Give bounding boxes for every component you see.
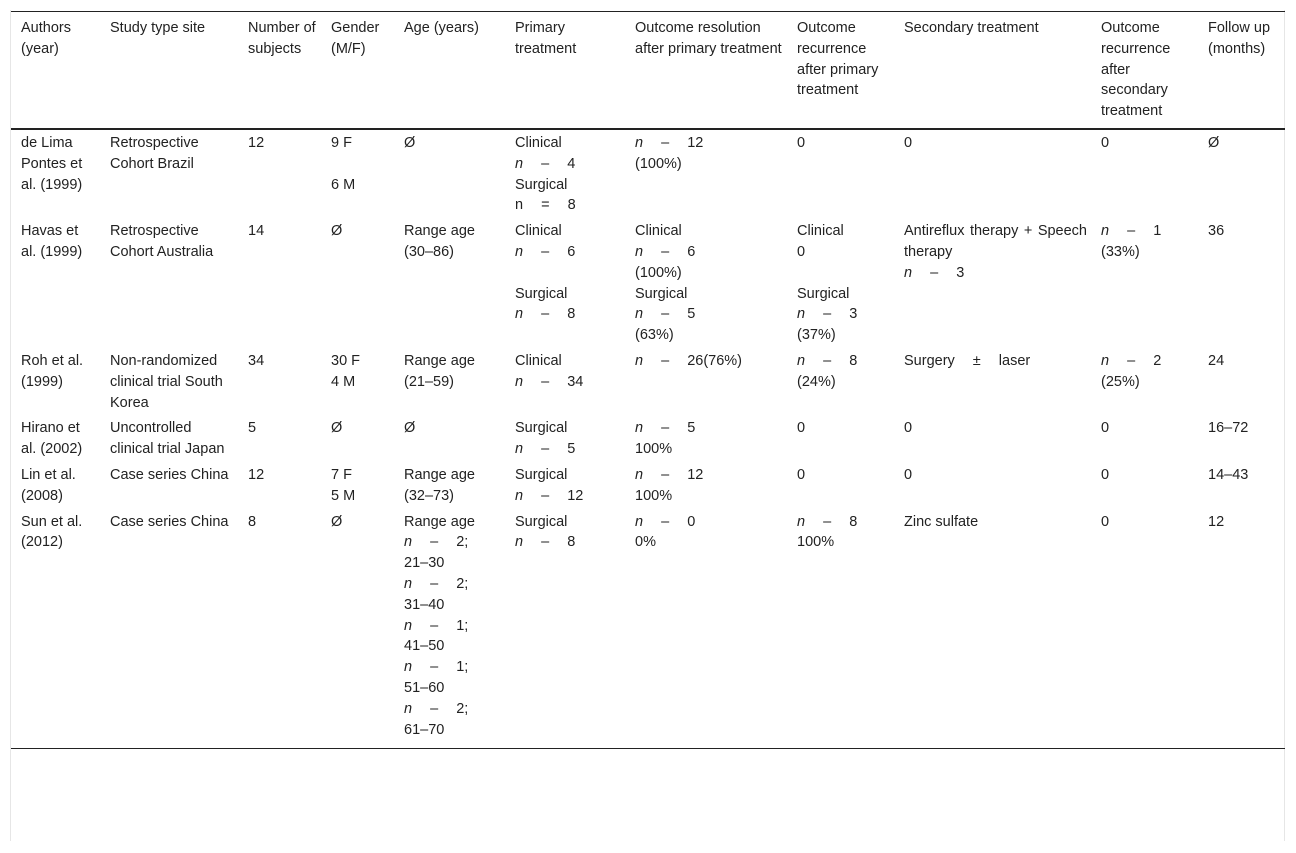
n-symbol: n [635, 352, 644, 369]
cell-recurrence-primary [787, 218, 894, 348]
cell-gender: Ø [331, 513, 343, 530]
gender-female: 30 F [331, 352, 361, 369]
n-symbol: n [515, 155, 524, 172]
cell-primary [505, 348, 625, 415]
n-symbol: n [904, 264, 913, 281]
secondary-text: Antireflux therapy + Speech therapy [904, 223, 1087, 260]
cell-age: Ø [404, 420, 416, 437]
cell-recurrence-primary: 0 [797, 134, 806, 151]
study-table [11, 11, 1285, 749]
cell-secondary: Zinc sulfate [904, 513, 979, 530]
cell-resolution [625, 415, 787, 462]
cell-age: Range age (30–86) [404, 223, 475, 260]
resolution-count: – 5 [661, 306, 696, 323]
n-symbol: n [515, 243, 524, 260]
recurrence-count: 0 [797, 243, 806, 260]
cell-resolution [625, 348, 787, 415]
secondary-count: – 3 [930, 264, 965, 281]
cell-study: Case series China [110, 513, 229, 530]
cell-primary [505, 509, 625, 749]
n-symbol: n [404, 575, 413, 592]
cell-gender [321, 348, 394, 415]
cell-subjects: 5 [248, 420, 257, 437]
n-symbol: n [515, 306, 524, 323]
primary-type: Surgical [515, 176, 568, 193]
cell-recurrence-primary [787, 509, 894, 749]
header-authors: Authors (year) [21, 20, 71, 57]
cell-subjects: 12 [248, 134, 265, 151]
recurrence-count: – 3 [823, 306, 858, 323]
cell-resolution [625, 218, 787, 348]
cell-study: Non-randomized clinical trial South Korea [110, 352, 223, 411]
cell-secondary: Surgery ± laser [904, 352, 1031, 369]
header-gender: Gender (M/F) [331, 20, 380, 57]
recurrence-percent: 100% [797, 534, 835, 551]
gender-female: 7 F [331, 466, 352, 483]
primary-count: – 6 [541, 243, 576, 260]
cell-primary [505, 462, 625, 509]
cell-recurrence-secondary [1091, 218, 1198, 348]
recurrence-secondary-percent: (33%) [1101, 243, 1140, 260]
cell-authors: Roh et al. (1999) [21, 352, 84, 390]
resolution-percent: 100% [635, 441, 673, 458]
n-symbol: n [635, 466, 644, 483]
primary-count: – 8 [541, 306, 576, 323]
table-row [11, 218, 1285, 348]
cell-secondary [894, 218, 1091, 348]
age-group: – 2; 61–70 [404, 700, 469, 738]
header-study: Study type site [110, 20, 206, 36]
recurrence-secondary-count: – 2 [1127, 352, 1162, 369]
cell-recurrence-secondary: 0 [1101, 513, 1110, 530]
age-label: Range age [404, 513, 475, 530]
cell-subjects: 14 [248, 223, 265, 240]
primary-count: – 5 [541, 441, 576, 458]
table-row [11, 129, 1285, 218]
cell-primary [505, 129, 625, 218]
cell-follow: 24 [1208, 352, 1225, 369]
cell-study: Retrospective Cohort Brazil [110, 134, 199, 172]
cell-follow: 14–43 [1208, 466, 1249, 483]
n-symbol: n [515, 441, 524, 458]
table-row [11, 415, 1285, 462]
cell-secondary: 0 [904, 466, 913, 483]
cell-resolution [625, 462, 787, 509]
cell-subjects: 12 [248, 466, 265, 483]
primary-count: – 4 [541, 155, 576, 172]
table-row [11, 509, 1285, 749]
cell-primary [505, 415, 625, 462]
recurrence-secondary-count: – 1 [1127, 223, 1162, 240]
n-symbol: n [635, 243, 644, 260]
cell-follow: Ø [1208, 134, 1220, 151]
cell-follow: 12 [1208, 513, 1225, 530]
recurrence-percent: (37%) [797, 327, 836, 344]
age-group: – 2; 31–40 [404, 575, 469, 613]
header-recurrence-secondary: Outcome recurrence after secondary treatment [1101, 20, 1171, 120]
recurrence-percent: (24%) [797, 373, 836, 390]
header-secondary: Secondary treatment [904, 20, 1039, 36]
age-group: – 2; 21–30 [404, 534, 469, 572]
cell-authors: Sun et al. (2012) [21, 513, 83, 551]
cell-age [394, 509, 505, 749]
header-row [11, 12, 1285, 129]
cell-recurrence-primary: 0 [797, 420, 806, 437]
n-symbol: n [635, 306, 644, 323]
cell-study: Uncontrolled clinical trial Japan [110, 420, 225, 458]
n-symbol: n [404, 659, 413, 676]
n-symbol: n [515, 373, 524, 390]
n-symbol: n [1101, 352, 1110, 369]
primary-type: Clinical [515, 352, 562, 369]
primary-type: Clinical [515, 134, 562, 151]
cell-recurrence-primary [787, 348, 894, 415]
n-symbol: n [404, 534, 413, 551]
cell-authors: Lin et al. (2008) [21, 466, 76, 504]
n-symbol: n [635, 513, 644, 530]
cell-resolution [625, 509, 787, 749]
recurrence-secondary-percent: (25%) [1101, 373, 1140, 390]
age-group: – 1; 51–60 [404, 659, 469, 696]
cell-primary [505, 218, 625, 348]
cell-study: Retrospective Cohort Australia [110, 223, 214, 260]
primary-type: Surgical [515, 420, 568, 437]
gender-male: 4 M [331, 373, 356, 390]
cell-recurrence-secondary [1091, 348, 1198, 415]
cell-age: Ø [404, 134, 416, 151]
n-symbol: n [635, 134, 644, 151]
gender-female: 9 F [331, 134, 352, 151]
primary-type: Surgical [515, 285, 568, 302]
cell-gender [321, 462, 394, 509]
n-symbol: n [797, 352, 806, 369]
cell-follow: 16–72 [1208, 420, 1249, 437]
cell-resolution [625, 129, 787, 218]
cell-recurrence-secondary: 0 [1101, 134, 1110, 151]
primary-type: Surgical [515, 466, 568, 483]
cell-subjects: 34 [248, 352, 265, 369]
cell-recurrence-secondary: 0 [1101, 420, 1110, 437]
n-symbol: n [515, 487, 524, 504]
header-follow: Follow up (months) [1208, 20, 1271, 57]
n-symbol: n [797, 306, 806, 323]
resolution-percent: (100%) [635, 264, 682, 281]
n-symbol: n [404, 700, 413, 717]
table-row [11, 462, 1285, 509]
resolution-count: – 5 [661, 420, 696, 437]
cell-age: Range age (21–59) [404, 352, 475, 390]
header-resolution: Outcome resolution after primary treatment [635, 20, 782, 57]
cell-gender: Ø [331, 420, 343, 437]
primary-count: – 8 [541, 534, 576, 551]
resolution-percent: (100%) [635, 155, 682, 172]
primary-type: Clinical [515, 223, 562, 240]
header-subjects: Number of subjects [248, 20, 316, 57]
cell-authors: de Lima Pontes et al. (1999) [21, 134, 83, 193]
cell-secondary: 0 [904, 420, 913, 437]
primary-count: n = 8 [515, 197, 576, 214]
resolution-type: Surgical [635, 285, 688, 302]
age-group: – 1; 41–50 [404, 617, 469, 655]
table-row [11, 348, 1285, 415]
resolution-count: – 6 [661, 243, 696, 260]
cell-recurrence-secondary: 0 [1101, 466, 1110, 483]
n-symbol: n [1101, 223, 1110, 240]
header-age: Age (years) [404, 20, 479, 36]
header-primary: Primary treatment [515, 20, 577, 57]
resolution-count: – 12 [661, 466, 704, 483]
gender-male: 6 M [331, 176, 356, 193]
cell-follow: 36 [1208, 223, 1225, 240]
cell-authors: Hirano et al. (2002) [21, 420, 83, 458]
resolution-percent: (63%) [635, 327, 674, 344]
n-symbol: n [635, 420, 644, 437]
cell-authors: Havas et al. (1999) [21, 223, 83, 260]
n-symbol: n [404, 617, 413, 634]
cell-secondary: 0 [904, 134, 913, 151]
cell-gender: Ø [331, 223, 343, 240]
resolution-count: – 26(76%) [661, 352, 743, 369]
cell-age: Range age (32–73) [404, 466, 475, 504]
cell-gender [321, 129, 394, 218]
n-symbol: n [797, 513, 806, 530]
resolution-count: – 12 [661, 134, 704, 151]
recurrence-count: – 8 [823, 513, 858, 530]
recurrence-type: Clinical [797, 223, 844, 240]
recurrence-count: – 8 [823, 352, 858, 369]
resolution-percent: 100% [635, 487, 673, 504]
gender-male: 5 M [331, 487, 356, 504]
header-recurrence-primary: Outcome recurrence after primary treatment [797, 20, 879, 99]
resolution-percent: 0% [635, 534, 656, 551]
cell-study: Case series China [110, 466, 229, 483]
resolution-type: Clinical [635, 223, 682, 240]
recurrence-type: Surgical [797, 285, 850, 302]
cell-subjects: 8 [248, 513, 257, 530]
primary-count: – 12 [541, 487, 584, 504]
primary-count: – 34 [541, 373, 584, 390]
n-symbol: n [515, 534, 524, 551]
resolution-count: – 0 [661, 513, 696, 530]
primary-type: Surgical [515, 513, 568, 530]
cell-recurrence-primary: 0 [797, 466, 806, 483]
